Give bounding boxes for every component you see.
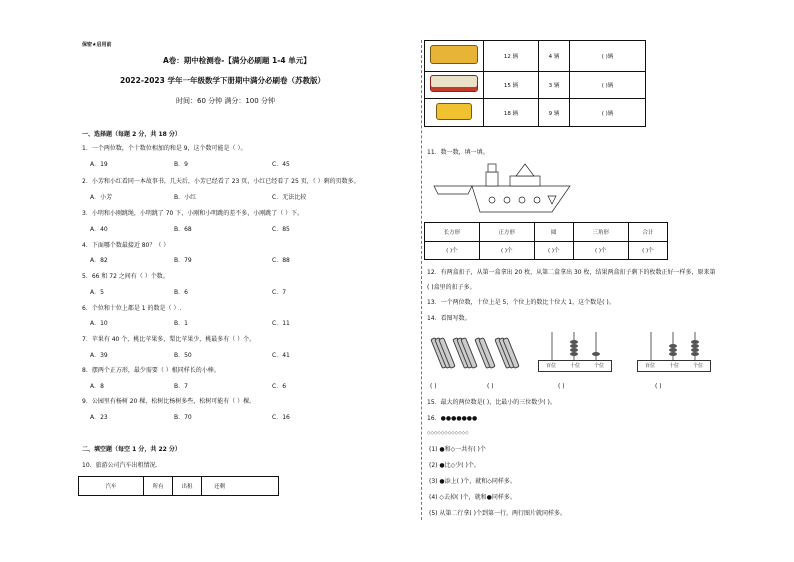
section-fill-title: 二、填空题（每空 1 分，共 22 分） — [82, 446, 181, 453]
question-12: 12．有两盒扣子，从第一盒拿出 20 枚，从第二盒拿出 30 枚，结果两盒扣子剩下的枚数正好一样多，原来第 — [427, 269, 716, 276]
fold-line — [421, 40, 422, 520]
shape-count-table — [424, 222, 668, 260]
table-row — [425, 223, 668, 242]
abacus-rods-icon — [637, 330, 711, 360]
q6-option-c[interactable]: C．11 — [272, 320, 290, 327]
question-7: 7．苹果有 40 个，桃比苹果多，梨比苹果少，桃最多有（ ）个。 — [82, 336, 256, 343]
col-triangle: 三角形 — [573, 223, 628, 242]
col-remaining: 还剩 — [202, 477, 279, 496]
bus2-rented: 3 辆 — [539, 71, 570, 99]
question-1: 1．一个两位数，个十数位相加的和是 9，这个数可能是（ ）。 — [82, 145, 247, 152]
shape-ship-picture — [432, 160, 572, 220]
q7-option-c[interactable]: C．41 — [272, 352, 290, 359]
empty-cell — [279, 477, 407, 496]
question-11: 11．数一数，填一填。 — [427, 149, 489, 156]
bus3-rented: 9 辆 — [539, 99, 570, 127]
bus-table — [424, 40, 646, 127]
q8-option-b[interactable]: B．7 — [174, 383, 188, 390]
question-5: 5．66 和 72 之间有（ ）个数。 — [82, 273, 169, 280]
question-13[interactable]: 13．一个两位数，十位上是 5，个位上的数比十位大 1，这个数是( )。 — [427, 299, 615, 306]
secret-label: 保密★启用前 — [82, 42, 112, 48]
table-row — [425, 71, 646, 99]
q4-option-a[interactable]: A．82 — [90, 257, 108, 264]
abacus-rods-icon — [538, 330, 612, 360]
exam-subtitle: 2022-2023 学年一年级数学下册期中满分必刷卷（苏教版） — [120, 76, 325, 85]
abacus-2 — [637, 330, 711, 372]
exam-title: A卷：期中检测卷-【满分必刷题 1-4 单元】 — [163, 56, 311, 65]
question-9: 9．公园里有杨树 20 棵，松树比杨树多些，松树可能有（ ）棵。 — [82, 398, 256, 405]
question-16: 16．●●●●●●● — [427, 415, 478, 422]
abacus1-tens-label: 十位 — [569, 363, 580, 369]
abacus2-hundreds-label: 百位 — [644, 363, 655, 369]
total-blank[interactable]: ( )个 — [628, 241, 667, 260]
question-16-1[interactable]: (1) ●和◇一共有( )个 — [429, 446, 486, 453]
q2-option-c[interactable]: C．无法比较 — [272, 194, 307, 201]
table-row — [425, 241, 668, 260]
bus2-left-blank[interactable]: ( )辆 — [570, 71, 646, 99]
circle-blank[interactable]: ( )个 — [534, 241, 573, 260]
question-12-cont[interactable]: ( )盒里的扣子多。 — [427, 284, 476, 291]
q5-option-a[interactable]: A．5 — [90, 289, 104, 296]
bus-picture-cell — [425, 41, 484, 72]
q14-blank-4[interactable]: ( ) — [655, 383, 662, 390]
bus1-rented: 4 辆 — [539, 41, 570, 72]
col-total: 合计 — [628, 223, 667, 242]
question-8: 8．摆两个正方形，最少需要（ ）根同样长的小棒。 — [82, 367, 220, 374]
q8-option-a[interactable]: A．8 — [90, 383, 104, 390]
q14-blank-3[interactable]: ( ) — [558, 383, 565, 390]
question-16-3[interactable]: (3) ●添上( )个，就和◇同样多。 — [429, 478, 516, 485]
bus2-total: 15 辆 — [484, 71, 539, 99]
question-16-4[interactable]: (4) ◇去掉( )个，就和●同样多。 — [429, 494, 516, 501]
abacus2-ones-label: 个位 — [692, 363, 703, 369]
table-row — [425, 41, 646, 72]
q9-option-b[interactable]: B．70 — [174, 414, 192, 421]
q7-option-a[interactable]: A．39 — [90, 352, 108, 359]
abacus1-ones-label: 个位 — [593, 363, 604, 369]
col-circle: 圆 — [534, 223, 573, 242]
question-16-5[interactable]: (5) 从第二行拿( )个到第一行，两行图片就同样多。 — [429, 510, 566, 517]
table-row — [425, 99, 646, 127]
q4-option-c[interactable]: C．88 — [272, 257, 290, 264]
question-16-2[interactable]: (2) ●比◇少( )个。 — [429, 462, 480, 469]
abacus1-hundreds-label: 百位 — [545, 363, 556, 369]
car-rental-header-table — [78, 476, 406, 496]
bus1-total: 12 辆 — [484, 41, 539, 72]
question-4: 4．下面哪个数最接近 80？（ ） — [82, 242, 170, 249]
q14-blank-1[interactable]: ( ) — [430, 383, 437, 390]
minivan-icon — [436, 103, 472, 120]
triangle-blank[interactable]: ( )个 — [573, 241, 628, 260]
q3-option-c[interactable]: C．85 — [272, 226, 290, 233]
square-blank[interactable]: ( )个 — [479, 241, 534, 260]
q9-option-a[interactable]: A．23 — [90, 414, 108, 421]
question-15[interactable]: 15．最大的两位数是( )，比最小的三位数少( )。 — [427, 399, 556, 406]
question-6: 6．个位和十位上都是 1 的数是（ ）. — [82, 305, 182, 312]
bus-picture-cell — [425, 71, 484, 99]
q5-option-c[interactable]: C．7 — [272, 289, 287, 296]
col-rented: 出租 — [173, 477, 202, 496]
q3-option-a[interactable]: A．40 — [90, 226, 108, 233]
bus3-left-blank[interactable]: ( )辆 — [570, 99, 646, 127]
abacus-1 — [538, 330, 612, 372]
question-2: 2．小芳和小红看同一本故事书，几天后，小芳已经看了 23 页，小红已经看了 25 页，（ ）剩的页数多。 — [82, 178, 360, 185]
col-square: 正方形 — [479, 223, 534, 242]
yellow-bus-icon — [430, 45, 478, 64]
section-choice-title: 一、选择题（每题 2 分，共 18 分） — [82, 131, 181, 138]
q2-option-a[interactable]: A．小芳 — [90, 194, 113, 201]
stick-bundles-picture — [428, 334, 528, 374]
col-rectangle: 长方形 — [425, 223, 480, 242]
q3-option-b[interactable]: B．68 — [174, 226, 192, 233]
q8-option-c[interactable]: C．6 — [272, 383, 287, 390]
q9-option-c[interactable]: C．16 — [272, 414, 290, 421]
question-14: 14．看图写数。 — [427, 315, 471, 322]
ship-shapes-icon — [432, 160, 572, 220]
col-total: 所有 — [144, 477, 173, 496]
q5-option-b[interactable]: B．6 — [174, 289, 188, 296]
q1-option-b[interactable]: B．9 — [174, 161, 188, 168]
rectangle-blank[interactable]: ( )个 — [425, 241, 480, 260]
q7-option-b[interactable]: B．50 — [174, 352, 192, 359]
q2-option-b[interactable]: B．小红 — [174, 194, 197, 201]
red-bus-icon — [430, 75, 478, 92]
question-3: 3．小明和小刚跳绳，小明跳了 70 下，小刚和小明跳的差不多，小刚跳了（ ）下。 — [82, 210, 304, 217]
q6-option-a[interactable]: A．10 — [90, 320, 108, 327]
q1-option-c[interactable]: C．45 — [272, 161, 290, 168]
question-10: 10．旅游公司汽车出租情况. — [82, 462, 158, 469]
bus1-left-blank[interactable]: ( )辆 — [570, 41, 646, 72]
bus-picture-cell — [425, 99, 484, 127]
q1-option-a[interactable]: A．19 — [90, 161, 108, 168]
bus3-total: 18 辆 — [484, 99, 539, 127]
q14-blank-2[interactable]: ( ) — [487, 383, 494, 390]
q6-option-b[interactable]: B．1 — [174, 320, 188, 327]
q4-option-b[interactable]: B．79 — [174, 257, 192, 264]
abacus2-tens-label: 十位 — [668, 363, 679, 369]
col-car: 汽车 — [79, 477, 144, 496]
time-score: 时间：60 分钟 满分：100 分钟 — [176, 97, 275, 105]
diamond-row: ◇◇◇◇◇◇◇◇◇◇◇◇ — [427, 431, 469, 436]
